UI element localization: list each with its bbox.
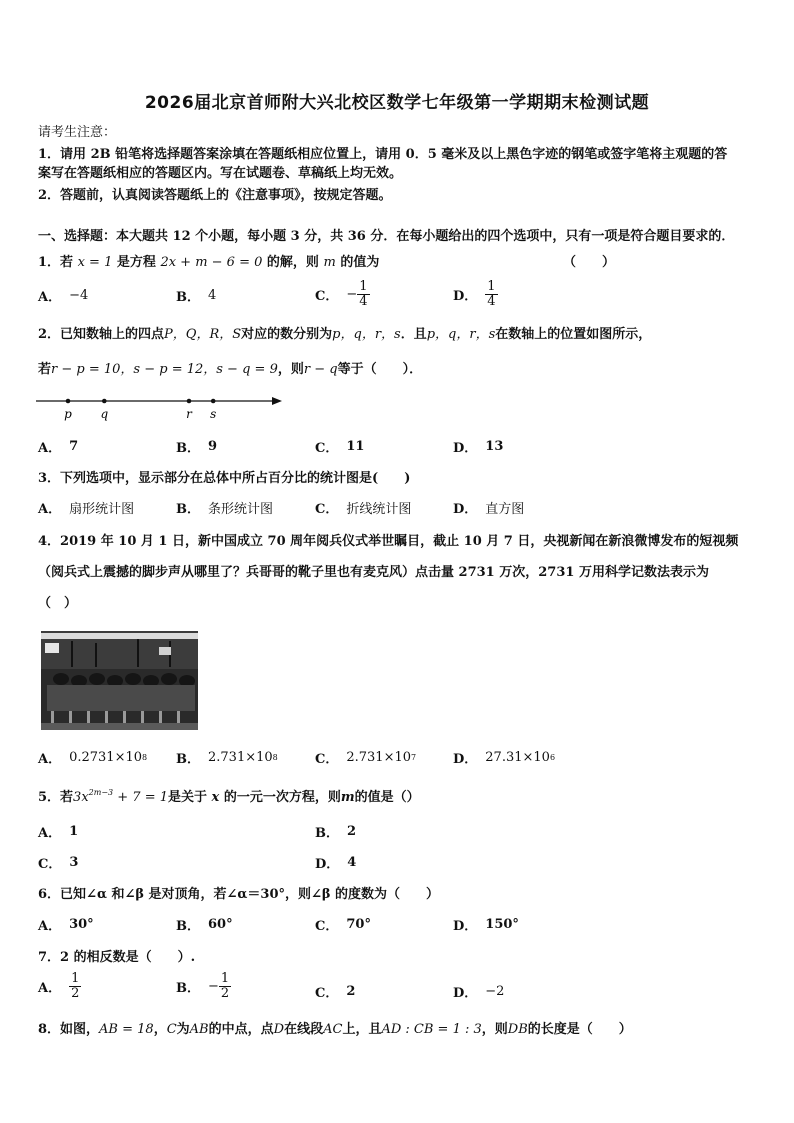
- q1-text-a: 若: [60, 255, 74, 270]
- question-2-line-1: 2．已知数轴上的四点P，Q，R，S对应的数分别为p，q，r，s．且p，q，r，s在数轴上的位置如图所示，: [38, 327, 652, 342]
- question-6: 6．已知∠α 和∠β 是对顶角，若∠α＝30°，则∠β 的度数为（ ）: [38, 887, 440, 902]
- number-line-label-p: p: [64, 407, 72, 421]
- notice-item-1-line-1: 1．请用 2B 铅笔将选择题答案涂填在答题纸相应位置上，请用 0．5 毫米及以上黑色字迹的钢笔或签字笔将主观题的答: [38, 147, 728, 162]
- q5-option-b[interactable]: B． 2: [315, 824, 357, 841]
- notice-heading: 请考生注意：: [38, 125, 117, 140]
- q5-equation: $3x^{2m-3} + 7 = 1$: [73, 788, 168, 805]
- q6-options: [38, 915, 758, 945]
- question-1: [38, 251, 379, 270]
- q7-option-c[interactable]: C． 2: [315, 984, 356, 1001]
- page-title: 2026届北京首师附大兴北校区数学七年级第一学期期末检测试题: [144, 93, 650, 113]
- question-4-line-3: （ ）: [38, 596, 78, 611]
- q1-text-c: 的解，则: [266, 255, 319, 270]
- q1-option-d-fraction: $\frac{1}{4}$: [487, 279, 496, 309]
- number-line-label-r: r: [186, 407, 192, 421]
- q3-option-b[interactable]: B． 条形统计图: [176, 502, 274, 517]
- q3-option-d[interactable]: D． 直方图: [453, 502, 525, 517]
- q7-option-a-fraction: $\frac{1}{2}$: [71, 971, 80, 1001]
- q7-option-b-fraction: $\frac{1}{2}$: [220, 971, 230, 1001]
- q1-text-d: 的值为: [340, 255, 380, 270]
- q1-option-b[interactable]: B． 4: [176, 288, 217, 305]
- q1-option-d[interactable]: D． $\frac{1}{4}$: [453, 279, 496, 309]
- q7-options: [38, 972, 758, 1008]
- q7-option-b[interactable]: B． − $\frac{1}{2}$: [176, 971, 230, 1001]
- question-7: 7．2 的相反数是（ ）.: [38, 950, 196, 965]
- q1-eq1: x = 1: [77, 255, 113, 270]
- number-line-arrow: [272, 397, 282, 405]
- question-8: 8．如图，AB = 18，C为AB的中点，点D在线段AC上，且AD : CB = 1 : 3，则DB的长度是（ ）: [38, 1022, 632, 1037]
- number-line-point-s: [211, 399, 216, 404]
- question-2-line-2: 若r − p = 10，s − p = 12，s − q = 9，则r − q等于（ ）．: [38, 362, 423, 377]
- q3-option-c[interactable]: C． 折线统计图: [315, 502, 412, 517]
- q5-option-c[interactable]: C． 3: [38, 855, 79, 872]
- q6-option-c[interactable]: C． 70°: [315, 917, 371, 934]
- q6-option-d[interactable]: D． 150°: [453, 917, 519, 934]
- q5-options-row-2: [38, 853, 758, 883]
- q2-vars: p，q，r，s: [332, 327, 401, 342]
- q1-number: 1．: [38, 255, 61, 270]
- question-3: 3．下列选项中，显示部分在总体中所占百分比的统计图是( ): [38, 471, 411, 486]
- number-line-label-q: q: [100, 407, 109, 421]
- q4-option-a[interactable]: A． 0.2731×10 8: [38, 750, 148, 767]
- question-4-line-2: （阅兵式上震撼的脚步声从哪里了？兵哥哥的靴子里也有麦克风）点击量 2731 万次，2731 万用科学记数法表示为: [38, 565, 709, 580]
- q3-options: [38, 498, 758, 528]
- q6-option-b[interactable]: B． 60°: [176, 917, 233, 934]
- q5-option-a[interactable]: A． 1: [38, 824, 79, 841]
- q1-answer-paren: （ ）: [563, 255, 616, 270]
- q4-options: [38, 748, 758, 778]
- q1-option-c[interactable]: C． − $\frac{1}{4}$: [315, 279, 368, 309]
- q2-options: [38, 437, 758, 467]
- q1-option-c-fraction: $\frac{1}{4}$: [359, 279, 368, 309]
- q2-option-b[interactable]: B． 9: [176, 439, 218, 456]
- q1-text-b: 是方程: [116, 255, 156, 270]
- number-line-label-s: s: [210, 407, 217, 421]
- number-line-point-r: [187, 399, 192, 404]
- question-4-line-1: 4．2019 年 10 月 1 日，新中国成立 70 周年阅兵仪式举世瞩目，截止 10 月 7 日，央视新闻在新浪微博发布的短视频: [38, 534, 739, 549]
- question-5: 5．若$3x^{2m-3} + 7 = 1$是关于 x 的一元一次方程，则m的值是（）: [38, 788, 420, 805]
- q2-option-a[interactable]: A． 7: [38, 439, 79, 456]
- q4-option-d[interactable]: D． 27.31×10 6: [453, 750, 556, 767]
- q7-option-d[interactable]: D． −2: [453, 984, 505, 1001]
- q1-option-a[interactable]: A． −4: [38, 288, 89, 305]
- number-line-point-q: [102, 399, 107, 404]
- q2-option-d[interactable]: D． 13: [453, 439, 504, 456]
- q2-option-c[interactable]: C． 11: [315, 439, 365, 456]
- q6-option-a[interactable]: A． 30°: [38, 917, 94, 934]
- q5-option-d[interactable]: D． 4: [315, 855, 357, 872]
- number-line-point-p: [66, 399, 71, 404]
- number-line-figure: [36, 392, 286, 426]
- q1-options: [38, 280, 758, 314]
- q4-option-b[interactable]: B． 2.731×10 8: [176, 750, 278, 767]
- q5-options-row-1: [38, 822, 758, 852]
- number-line-points: [64, 399, 216, 421]
- q2-ask: r − q: [303, 362, 338, 377]
- parade-photo: [41, 631, 198, 730]
- q7-option-a[interactable]: A． $\frac{1}{2}$: [38, 971, 80, 1001]
- q1-var: m: [323, 255, 336, 270]
- q1-eq2: 2x + m − 6 = 0: [160, 255, 263, 270]
- q3-option-a[interactable]: A． 扇形统计图: [38, 502, 135, 517]
- notice-item-2: 2．答题前，认真阅读答题纸上的《注意事项》，按规定答题。: [38, 188, 392, 203]
- q4-option-c[interactable]: C． 2.731×10 7: [315, 750, 417, 767]
- section-heading: 一、选择题：本大题共 12 个小题，每小题 3 分，共 36 分．在每小题给出的四个选项中，只有一项是符合题目要求的．: [38, 229, 735, 244]
- notice-item-1-line-2: 案写在答题纸相应的答题区内。写在试题卷、草稿纸上均无效。: [38, 166, 403, 181]
- q2-equations: r − p = 10，s − p = 12，s − q = 9: [51, 362, 278, 377]
- q2-points: P，Q，R，S: [164, 327, 242, 342]
